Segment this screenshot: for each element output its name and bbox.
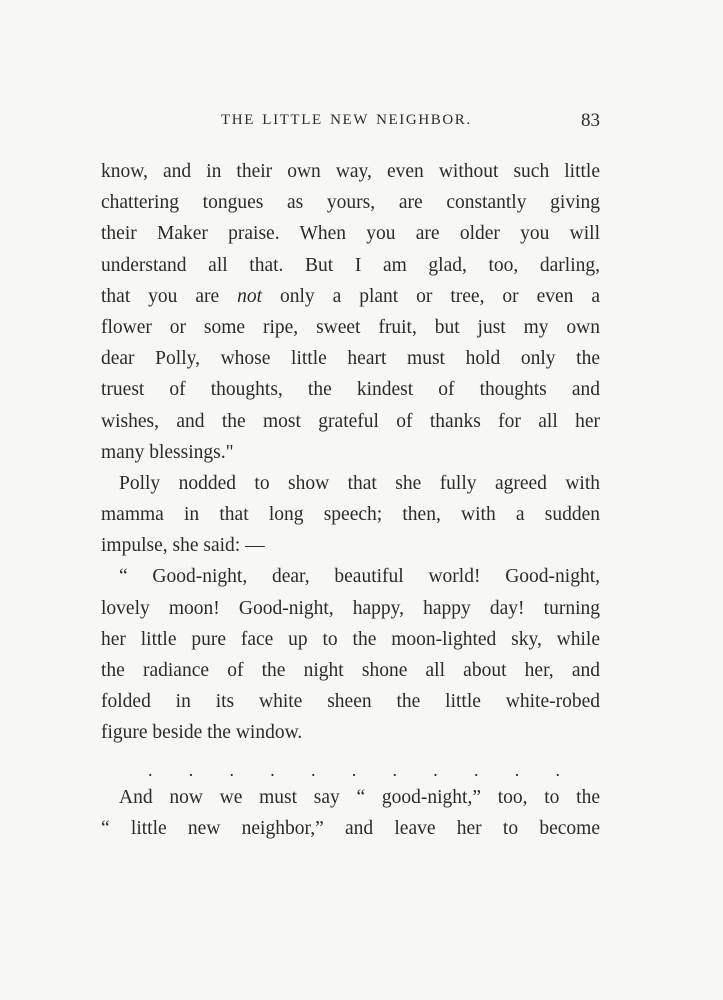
text-line: her little pure face up to the moon-lighted sky, while [101, 628, 600, 650]
text-line: many blessings." [101, 441, 234, 463]
text-line: impulse, she said: — [101, 535, 265, 557]
text-line: wishes, and the most grateful of thanks for all her [101, 410, 600, 432]
text-line: chattering tongues as yours, are constantly giving [101, 192, 600, 214]
closing-paragraph [101, 782, 600, 844]
running-title: THE LITTLE NEW NEIGHBOR. [221, 112, 472, 128]
text-fragment: only a plant or tree, or even a [262, 285, 600, 307]
text-line: “ Good-night, dear, beautiful world! Good-night, [119, 566, 600, 588]
ellipsis-dot: . [351, 760, 357, 780]
ellipsis-dot: . [555, 760, 560, 780]
emphasis-not: not [237, 285, 263, 307]
text-line: know, and in their own way, even without such little [101, 161, 600, 182]
running-head [100, 112, 600, 134]
text-fragment: that you are [101, 285, 238, 307]
ellipsis-dot: . [392, 760, 397, 780]
text-line: their Maker praise. When you are older you will [101, 223, 600, 245]
text-line: understand all that. But I am glad, too, darling, [101, 254, 600, 276]
text-line: truest of thoughts, the kindest of thoughts and [101, 379, 600, 401]
body-text [101, 156, 600, 749]
text-line: mamma in that long speech; then, with a sudden [101, 504, 600, 526]
ellipsis-dot: . [188, 760, 194, 780]
text-line: dear Polly, whose little heart must hold only the [101, 348, 600, 370]
ellipsis-dot: . [148, 760, 153, 780]
ellipsis-dot: . [474, 760, 479, 780]
text-line: figure beside the window. [101, 722, 303, 744]
page-number: 83 [581, 110, 600, 131]
text-line: flower or some ripe, sweet fruit, but just my own [101, 316, 600, 338]
ellipsis-dot: . [514, 760, 520, 780]
section-break-dots [101, 760, 600, 780]
ellipsis-dot: . [270, 760, 275, 780]
text-line: And now we must say “ good-night,” too, to the [119, 787, 600, 808]
text-line-with-emphasis [101, 281, 600, 312]
ellipsis-dot: . [311, 760, 316, 780]
text-line: “ little new neighbor,” and leave her to become [101, 818, 600, 840]
ellipsis-dot: . [433, 760, 438, 780]
text-line: lovely moon! Good-night, happy, happy day! turning [101, 597, 600, 619]
text-line: folded in its white sheen the little white-robed [101, 691, 600, 713]
text-line: Polly nodded to show that she fully agreed with [119, 472, 600, 494]
text-line: the radiance of the night shone all about her, and [101, 660, 600, 681]
ellipsis-dot: . [229, 760, 234, 780]
